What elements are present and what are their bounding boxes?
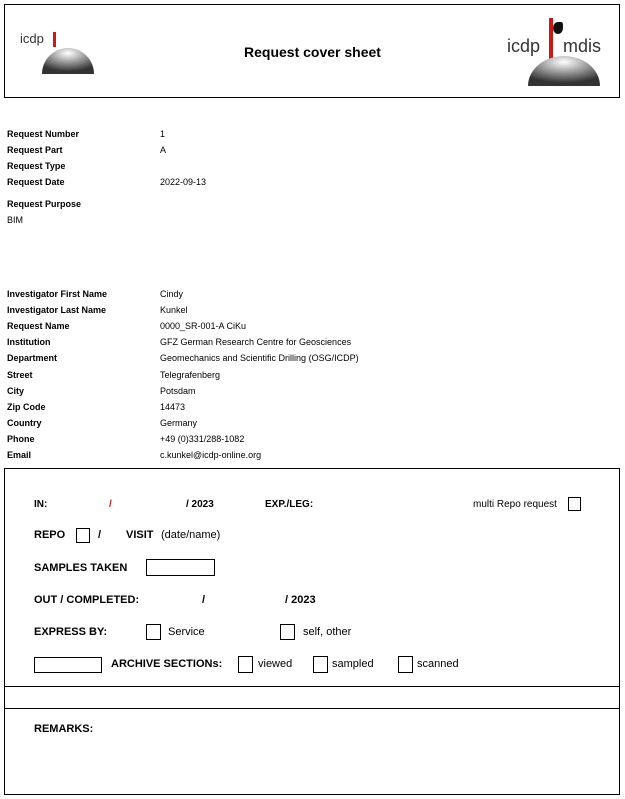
out-slash: /: [202, 594, 206, 606]
icdp-logo-left-text: icdp: [20, 31, 44, 46]
divider-2: [4, 708, 620, 709]
first-name-value: Cindy: [160, 289, 184, 299]
express-by-label: EXPRESS BY:: [34, 626, 108, 638]
remarks-label: REMARKS:: [34, 723, 94, 735]
out-year: / 2023: [285, 594, 316, 606]
request-number-label: Request Number: [7, 129, 80, 139]
institution-label: Institution: [7, 337, 51, 347]
email-label: Email: [7, 450, 32, 460]
globe-icon-right: [526, 56, 602, 86]
multi-repo-checkbox[interactable]: [568, 497, 581, 511]
request-number-value: 1: [160, 129, 166, 139]
request-date-label: Request Date: [7, 177, 65, 187]
scanned-label: scanned: [417, 658, 459, 670]
street-label: Street: [7, 370, 33, 380]
in-year: / 2023: [186, 499, 214, 510]
archive-sections-label: ARCHIVE SECTIONs:: [111, 658, 223, 670]
request-name-label: Request Name: [7, 321, 70, 331]
zip-code-label: Zip Code: [7, 402, 46, 412]
country-value: Germany: [160, 418, 198, 428]
institution-value: GFZ German Research Centre for Geosciences: [160, 337, 352, 347]
email-value: c.kunkel@icdp-online.org: [160, 450, 262, 460]
repo-slash: /: [98, 529, 102, 541]
request-part-value: A: [160, 145, 167, 155]
visit-hint: (date/name): [161, 529, 221, 541]
scanned-checkbox[interactable]: [398, 656, 413, 673]
self-other-label: self, other: [303, 626, 352, 638]
phone-value: +49 (0)331/288-1082: [160, 434, 245, 444]
request-date-value: 2022-09-13: [160, 177, 207, 187]
woodpecker-icon: [553, 22, 563, 34]
viewed-label: viewed: [258, 658, 293, 670]
sampled-label: sampled: [332, 658, 374, 670]
viewed-checkbox[interactable]: [238, 656, 253, 673]
samples-taken-field[interactable]: [146, 559, 215, 576]
city-value: Potsdam: [160, 386, 196, 396]
city-label: City: [7, 386, 25, 396]
in-label: IN:: [34, 499, 48, 510]
request-purpose-value: BIM: [7, 215, 24, 225]
phone-label: Phone: [7, 434, 35, 444]
repo-label: REPO: [34, 529, 66, 541]
street-value: Telegrafenberg: [160, 370, 221, 380]
exp-leg-label: EXP./LEG:: [265, 499, 314, 510]
logo-right-icdp-text: icdp: [507, 36, 541, 56]
page-title: Request cover sheet: [244, 44, 381, 60]
logo-right-mdis-text: mdis: [563, 36, 602, 56]
first-name-label: Investigator First Name: [7, 289, 108, 299]
sampled-checkbox[interactable]: [313, 656, 328, 673]
self-other-checkbox[interactable]: [280, 624, 295, 640]
repo-checkbox[interactable]: [76, 528, 90, 543]
request-name-value: 0000_SR-001-A CiKu: [160, 321, 247, 331]
request-part-label: Request Part: [7, 145, 63, 155]
samples-taken-label: SAMPLES TAKEN: [34, 562, 128, 574]
visit-label: VISIT: [126, 529, 154, 541]
icdp-mdis-logo: [506, 14, 616, 86]
request-purpose-label: Request Purpose: [7, 199, 82, 209]
service-label: Service: [168, 626, 205, 638]
archive-field[interactable]: [34, 657, 102, 673]
zip-code-value: 14473: [160, 402, 186, 412]
last-name-label: Investigator Last Name: [7, 305, 107, 315]
last-name-value: Kunkel: [160, 305, 188, 315]
divider-1: [4, 686, 620, 687]
request-type-label: Request Type: [7, 161, 66, 171]
department-label: Department: [7, 353, 58, 363]
multi-repo-label: multi Repo request: [473, 499, 557, 510]
out-completed-label: OUT / COMPLETED:: [34, 594, 140, 606]
country-label: Country: [7, 418, 42, 428]
in-slash: /: [109, 499, 112, 510]
department-value: Geomechanics and Scientific Drilling (OSG/ICDP): [160, 353, 359, 363]
service-checkbox[interactable]: [146, 624, 161, 640]
